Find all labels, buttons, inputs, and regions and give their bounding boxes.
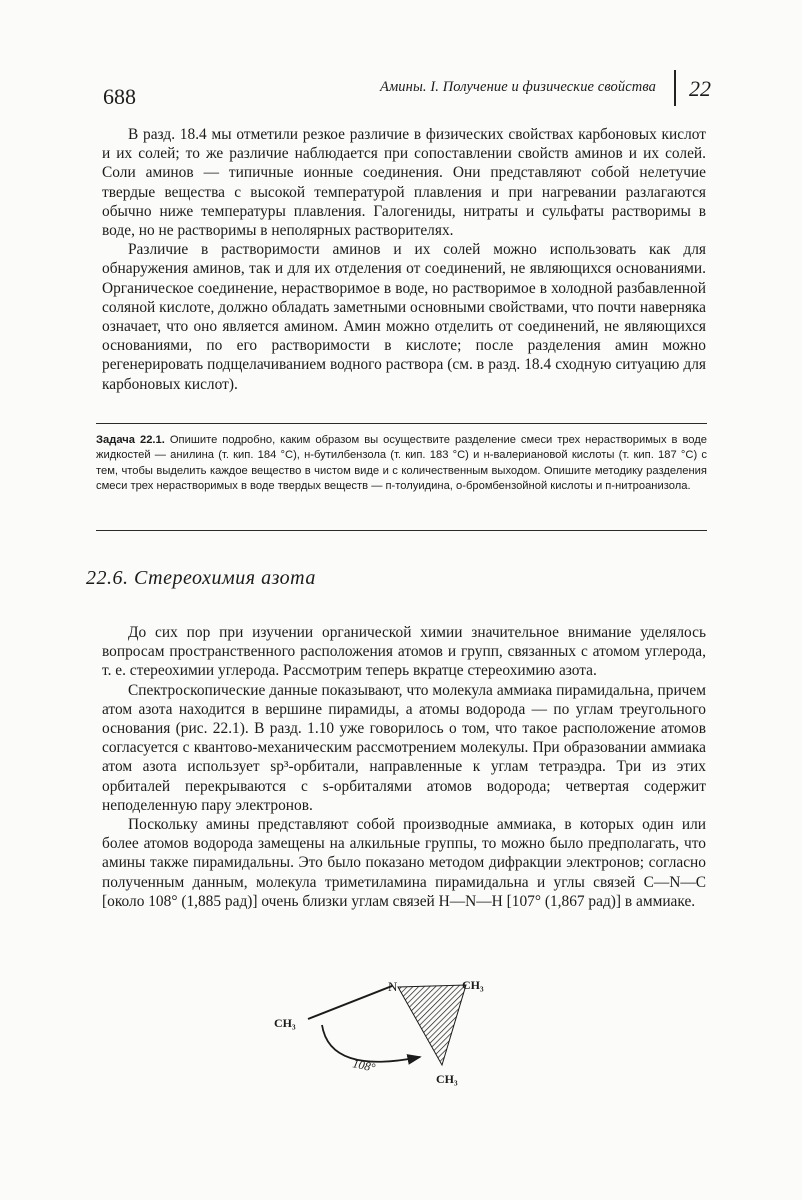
page-number: 688 bbox=[103, 84, 136, 109]
angle-arc bbox=[322, 1025, 420, 1062]
problem-label: Задача 22.1. bbox=[96, 434, 165, 446]
methyl-left: CH₃ bbox=[274, 1016, 296, 1030]
paragraph-solubility: Различие в растворимости аминов и их солей можно использовать как для обнаружения аминов, так и для их отделения от соединений, не являющихся основаниями. Органическое соединение, нерастворимое в воде, но растворимое в холодной разбавленной соляной кислоте, должно обладать заметными основными свойствами, что почти наверняка означает, что оно является амином. Амин можно отделить от соединений, не являющихся основаниями, по его растворимости в кислоте; после разделения амин можно регенерировать подщелачиванием водного раствора (см. в разд. 18.4 сходную ситуацию для карбоновых кислот). bbox=[102, 241, 706, 393]
paragraph-amines: Поскольку амины представляют собой производные аммиака, в которых один или более атомов водорода замещены на алкильные группы, то можно было предполагать, что амины также пирамидальны. Это было показано методом дифракции электронов; согласно полученным данным, молекула триметиламина пирамидальна и углы связей C—N—C [около 108° (1,885 рад)] очень близки углам связей H—N—H [107° (1,867 рад)] в аммиаке. bbox=[102, 816, 706, 910]
paragraph-salt-properties: В разд. 18.4 мы отметили резкое различие в физических свойствах карбоновых кислот и их солей; то же различие наблюдается при сопоставлении свойств аминов и их солей. Соли аминов — типичные ионные соединения. Они представляют собой нелетучие твердые вещества с высокой температурой плавления и при нагревании разлагаются обычно ниже температуры плавления. Галогениды, нитраты и сульфаты растворимы в воде, но не растворимы в неполярных растворителях. bbox=[102, 126, 706, 240]
methyl-bottom: CH₃ bbox=[436, 1072, 458, 1086]
problem-box bbox=[96, 433, 707, 495]
section-text-block bbox=[102, 623, 706, 911]
chapter-number: 22 bbox=[689, 76, 711, 101]
problem-top-rule bbox=[96, 423, 707, 424]
methyl-right: CH₃ bbox=[462, 978, 484, 992]
trimethylamine-diagram bbox=[270, 965, 510, 1095]
paragraph-ammonia: Спектроскопические данные показывают, что молекула аммиака пирамидальна, причем атом азота находится в вершине пирамиды, а атомы водорода — по углам треугольного основания (рис. 22.1). В разд. 1.10 уже говорилось о том, что такое расположение атомов согласуется с квантово-механическим рассмотрением молекулы. При образовании аммиака атом азота использует sp³-орбитали, направленные к углам тетраэдра. Три из этих орбиталей перекрываются с s-орбиталями атомов водорода; четвертая содержит неподеленную пару электронов. bbox=[102, 681, 706, 814]
bond-left bbox=[308, 986, 392, 1019]
running-title: Амины. I. Получение и физические свойства bbox=[380, 79, 656, 95]
hatched-wedge bbox=[398, 985, 466, 1065]
atom-nitrogen: N bbox=[388, 979, 398, 994]
paragraph-intro: До сих пор при изучении органической химии значительное внимание уделялось вопросам пространственного расположения атомов и групп, связанных с атомом углерода, т. е. стереохимии углерода. Рассмотрим теперь вкратце стереохимию азота. bbox=[102, 624, 706, 680]
section-heading: 22.6. Стереохимия азота bbox=[86, 567, 316, 589]
problem-text: Опишите подробно, каким образом вы осуществите разделение смеси трех нерастворимых в воде жидкостей — анилина (т. кип. 184 °С), н-бутилбензола (т. кип. 183 °С) и н-валериановой кислоты (т. кип. 187 °С) с тем, чтобы выделить каждое вещество в чистом виде и с количественным выходом. Опишите методику разделения смеси трех нерастворимых в воде твердых веществ — п-толуидина, о-бромбензойной кислоты и п-нитроанизола. bbox=[96, 434, 707, 493]
problem-bottom-rule bbox=[96, 530, 707, 531]
top-text-block bbox=[102, 125, 706, 394]
header-divider bbox=[674, 70, 676, 106]
angle-label: 108° bbox=[351, 1056, 377, 1075]
